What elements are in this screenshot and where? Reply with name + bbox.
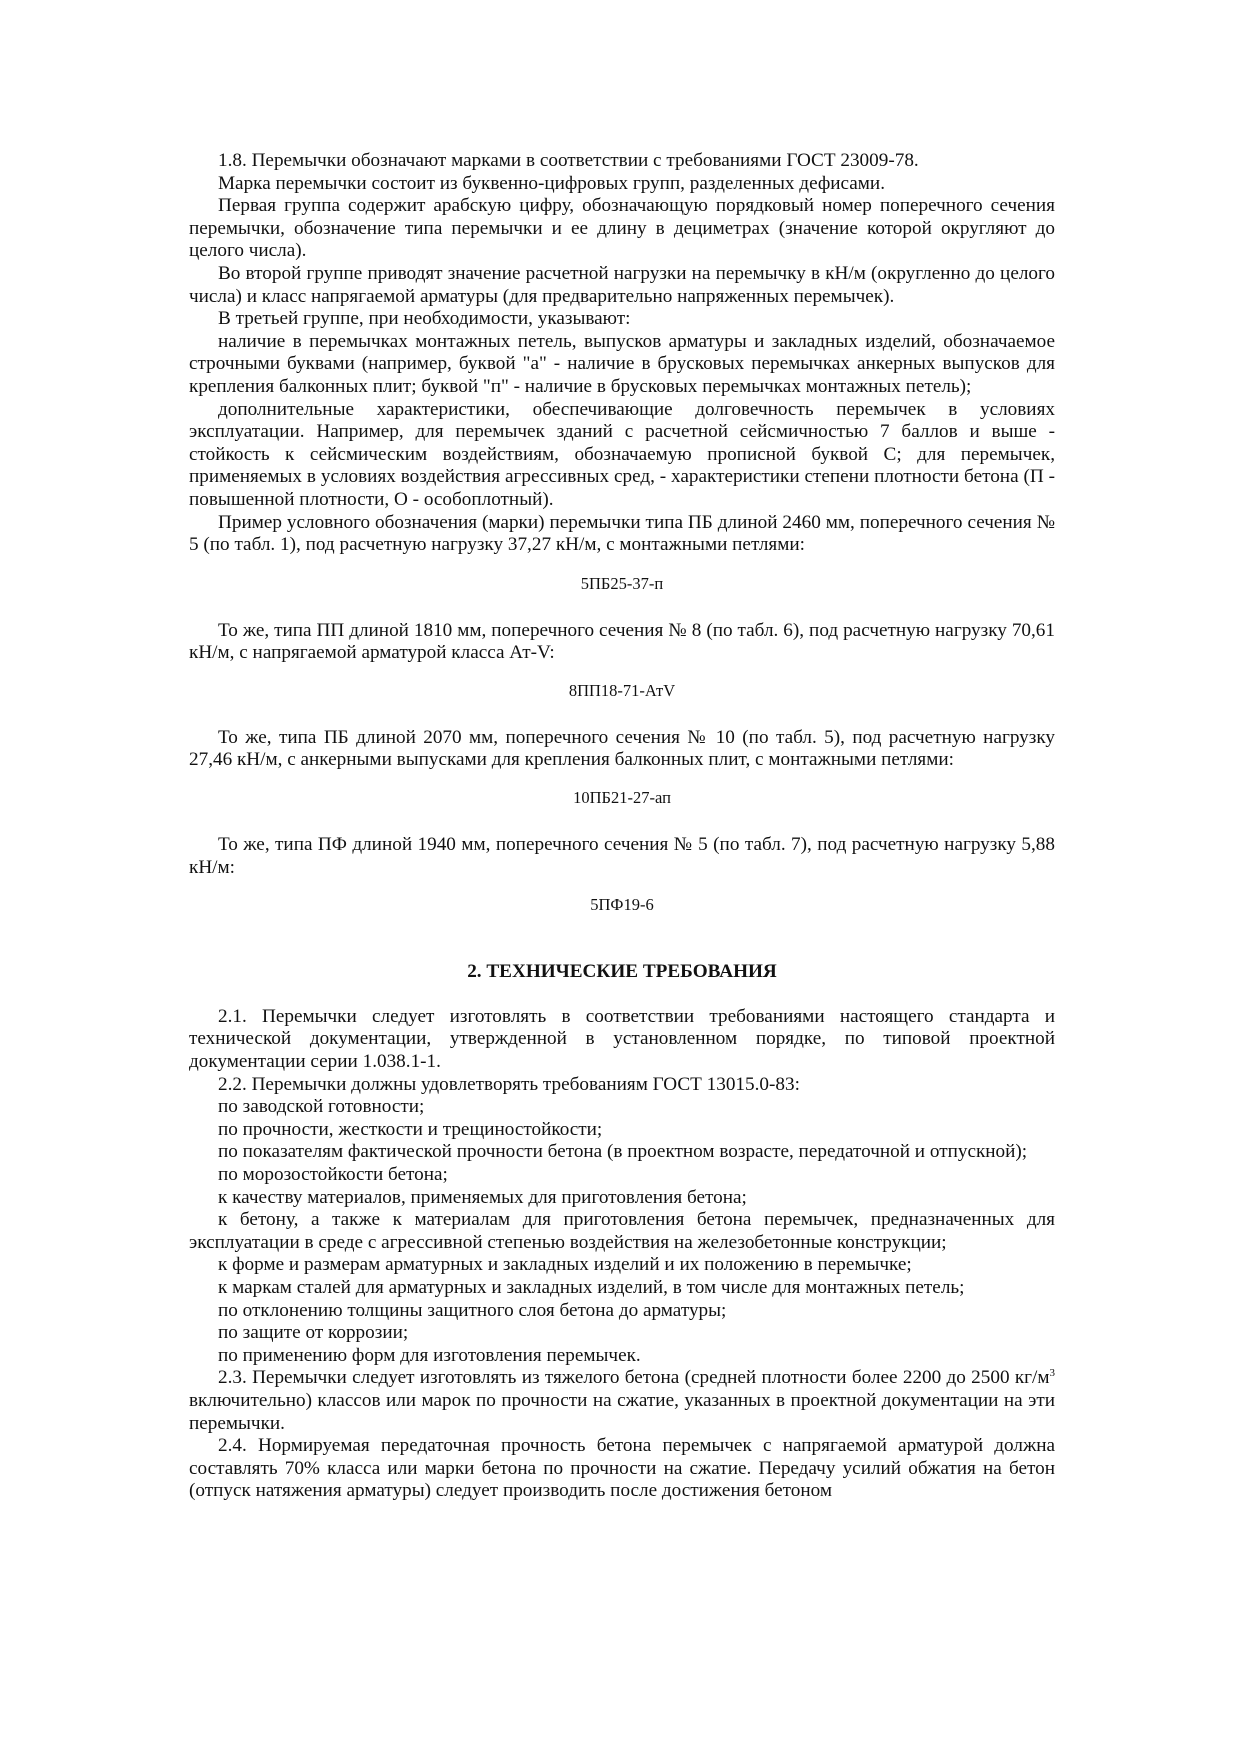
paragraph-2-4: 2.4. Нормируемая передаточная прочность бетона перемычек с напрягаемой арматурой должна составлять 70% класса или марки бетона по прочности на сжатие. Передачу усилий обжатия на бетон (отпуск натяжения арматуры) следует производить после достижения бетоном bbox=[189, 1435, 1055, 1502]
example-mark-1: 5ПБ25-37-п bbox=[580, 573, 664, 593]
example-mark-3: 10ПБ21-27-ап bbox=[573, 788, 671, 808]
paragraph-2-3 bbox=[189, 1367, 1055, 1435]
paragraph: То же, типа ПБ длиной 2070 мм, поперечного сечения № 10 (по табл. 5), под расчетную нагрузку 27,46 кН/м, с анкерными выпусками для крепления балконных плит, с монтажными петлями: bbox=[189, 726, 1055, 771]
list-item: по морозостойкости бетона; bbox=[218, 1164, 448, 1185]
paragraph: Во второй группе приводят значение расчетной нагрузки на перемычку в кН/м (округленно до целого числа) и класс напрягаемой арматуры (для предварительно напряженных перемычек). bbox=[189, 262, 1055, 307]
superscript: 3 bbox=[1049, 1367, 1055, 1380]
paragraph-1-8: 1.8. Перемычки обозначают марками в соответствии с требованиями ГОСТ 23009-78. bbox=[218, 150, 919, 171]
list-item: к бетону, а также к материалам для приготовления бетона перемычек, предназначенных для эксплуатации в среде с агрессивной степенью воздействия на железобетонные конструкции; bbox=[189, 1209, 1055, 1253]
paragraph: Марка перемычки состоит из буквенно-цифровых групп, разделенных дефисами. bbox=[218, 172, 885, 194]
paragraph-text: 2.3. Перемычки следует изготовлять из тяжелого бетона (средней плотности более 2200 до 2500 кг/м bbox=[218, 1367, 1050, 1389]
section-heading: 2. ТЕХНИЧЕСКИЕ ТРЕБОВАНИЯ bbox=[467, 961, 777, 983]
paragraph-2-2: 2.2. Перемычки должны удовлетворять требованиям ГОСТ 13015.0-83: bbox=[218, 1073, 800, 1095]
paragraph: Пример условного обозначения (марки) перемычки типа ПБ длиной 2460 мм, поперечного сечения № 5 (по табл. 1), под расчетную нагрузку 37,27 кН/м, с монтажными петлями: bbox=[189, 511, 1055, 556]
list-item: к форме и размерам арматурных и закладных изделий и их положению в перемычке; bbox=[218, 1254, 912, 1276]
paragraph: То же, типа ПФ длиной 1940 мм, поперечного сечения № 5 (по табл. 7), под расчетную нагрузку 5,88 кН/м: bbox=[189, 834, 1055, 878]
list-item: к маркам сталей для арматурных и закладных изделий, в том числе для монтажных петель; bbox=[218, 1276, 965, 1298]
list-item: по отклонению толщины защитного слоя бетона до арматуры; bbox=[218, 1299, 727, 1321]
list-item: по заводской готовности; bbox=[218, 1096, 425, 1118]
paragraph: То же, типа ПП длиной 1810 мм, поперечного сечения № 8 (по табл. 6), под расчетную нагрузку 70,61 кН/м, с напрягаемой арматурой класса Ат-V: bbox=[189, 619, 1055, 664]
example-mark-4: 5ПФ19-6 bbox=[590, 895, 654, 915]
paragraph-text: включительно) классов или марок по прочности на сжатие, указанных в проектной документации на эти перемычки. bbox=[189, 1389, 1055, 1434]
paragraph: дополнительные характеристики, обеспечивающие долговечность перемычек в условиях эксплуатации. Например, для перемычек зданий с расчетной сейсмичностью 7 баллов и выше - стойкость к сейсмическим воздействиям, обозначаемую прописной буквой С; для перемычек, применяемых в условиях воздействия агрессивных сред, - характеристики степени плотности бетона (П - повышенной плотности, О - особоплотный). bbox=[189, 398, 1055, 510]
list-item: по показателям фактической прочности бетона (в проектном возрасте, передаточной и отпускной); bbox=[218, 1141, 1028, 1163]
list-item: по применению форм для изготовления перемычек. bbox=[218, 1344, 641, 1366]
paragraph: Первая группа содержит арабскую цифру, обозначающую порядковый номер поперечного сечения перемычки, обозначение типа перемычки и ее длину в дециметрах (значение которой округляют до целого числа). bbox=[189, 195, 1055, 262]
list-item: по защите от коррозии; bbox=[218, 1322, 409, 1344]
paragraph-2-1: 2.1. Перемычки следует изготовлять в соответствии требованиями настоящего стандарта и технической документации, утвержденной в установленном порядке, по типовой проектной документации серии 1.038.1-1. bbox=[189, 1005, 1055, 1073]
paragraph: В третьей группе, при необходимости, указывают: bbox=[218, 308, 631, 330]
example-mark-2: 8ПП18-71-АтV bbox=[568, 680, 676, 700]
list-item: по прочности, жесткости и трещиностойкости; bbox=[218, 1118, 603, 1140]
list-item: к качеству материалов, применяемых для приготовления бетона; bbox=[218, 1186, 747, 1208]
paragraph: наличие в перемычках монтажных петель, выпусков арматуры и закладных изделий, обозначаемое строчными буквами (например, буквой "а" - наличие в брусковых перемычках анкерных выпусков для крепления балконных плит; буквой "п" - наличие в брусковых перемычках монтажных петель); bbox=[189, 330, 1055, 397]
